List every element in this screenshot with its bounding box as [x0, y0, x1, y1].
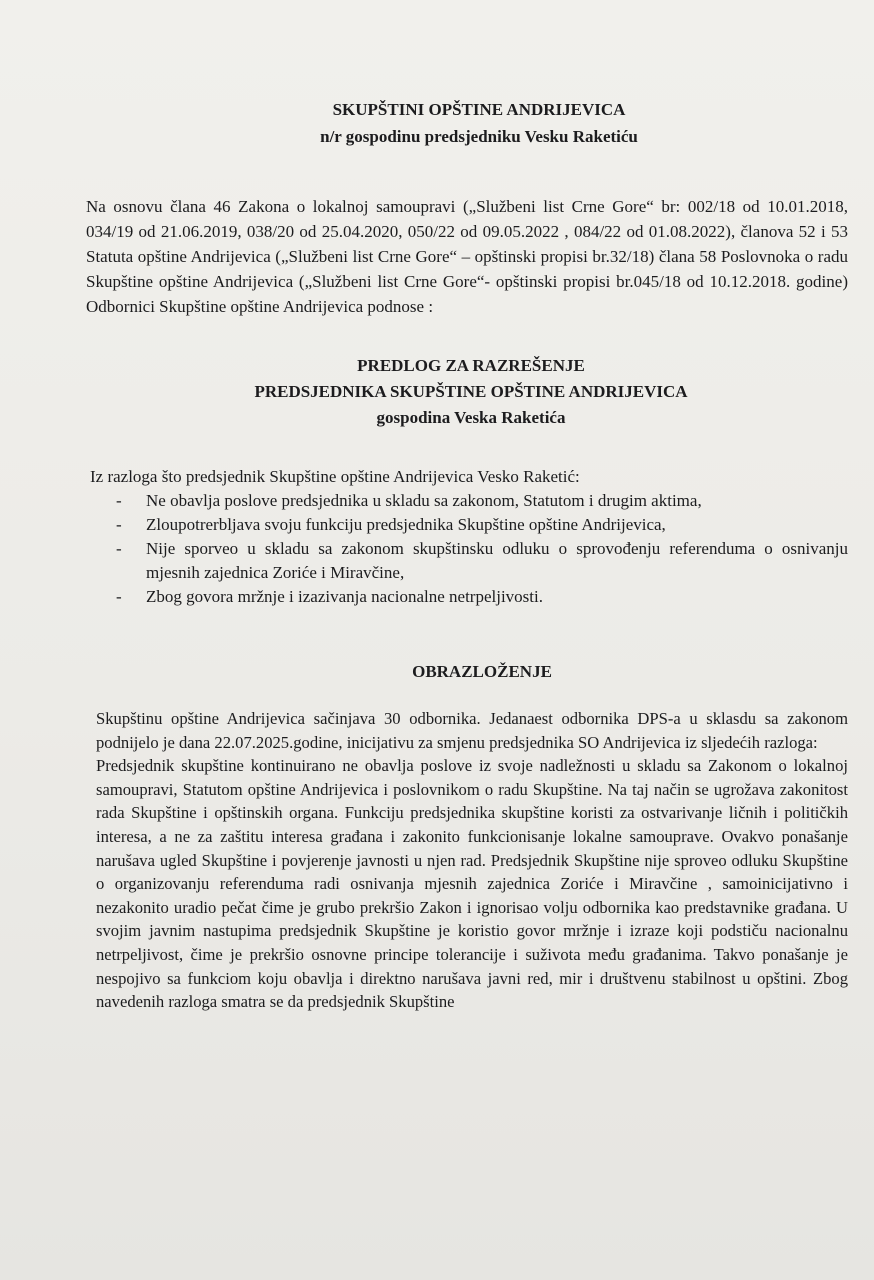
reason-item: - Nije sporveo u skladu sa zakonom skupštinsku odluku o sprovođenju referenduma o osnivanju mjesnih zajednica Zoriće i Miravčine, — [116, 537, 848, 585]
proposal-title — [94, 353, 848, 431]
explanation-paragraph-2: Predsjednik skupštine kontinuirano ne obavlja poslove iz svoje nadležnosti u skladu sa Zakonom o lokalnoj samoupravi, Statutom opštine Andrijevica i poslovnikom o radu Skupštine. Na taj način se ugrožava zakonitost rada Skupštine i opštinskih organa. Funkciju predsjednika skupštine koristi za ostvarivanje ličnih i političkih interesa, a ne za zaštitu interesa građana i zakonito funkcionisanje lokalne samouprave. Ovakvo ponašanje narušava ugled Skupštine i povjerenje javnosti u njen rad. Predsjednik Skupštine nije sproveo odluku Skupštine o organizovanju referenduma radi osnivanja mjesnih zajednica Zoriće i Miravčine , samoinicijativno i nezakonito uradio pečat čime je grubo prekršio Zakon i ignorisao volju odbornika kao predstavnike građana. U svojim javnim nastupima predsjednik Skupštine je koristio govor mržnje i izraze koji podstiču nacionalnu netrpeljivost, čime je prekršio osnovne principe tolerancije i suživota među građanima. Takvo ponašanje je nespojivo sa funkciom koju obavlja i direktno narušava javni red, mir i društvenu stabilnost u opštini. Zbog navedenih razloga smatra se da predsjednik Skupštine — [96, 756, 848, 1012]
proposal-title-line-3: gospodina Veska Raketića — [376, 408, 566, 427]
reasons-list — [86, 489, 848, 609]
reason-item: - Zbog govora mržnje i izazivanja nacionalne netrpeljivosti. — [116, 585, 848, 609]
reason-item: - Ne obavlja poslove predsjednika u skladu sa zakonom, Statutom i drugim aktima, — [116, 489, 848, 513]
reasons-intro: Iz razloga što predsjednik Skupštine opštine Andrijevica Vesko Raketić: — [90, 467, 580, 486]
proposal-title-line-2: PREDSJEDNIKA SKUPŠTINE OPŠTINE ANDRIJEVICA — [254, 382, 688, 401]
explanation-title: OBRAZLOŽENJE — [412, 662, 552, 681]
proposal-title-line-1: PREDLOG ZA RAZREŠENJE — [357, 356, 585, 375]
explanation-paragraph-1: Skupštinu opštine Andrijevica sačinjava 30 odbornika. Jedanaest odbornika DPS-a u sklasdu sa zakonom podnijelo je dana 22.07.2025.godine, inicijativu za smjenu predsjednika SO Andrijevica iz sljedećih razloga: — [96, 709, 848, 752]
explanation-body — [86, 707, 848, 1014]
addressee-person: n/r gospodinu predsjedniku Vesku Raketiću — [320, 127, 638, 146]
legal-basis-paragraph: Na osnovu člana 46 Zakona o lokalnoj samoupravi („Službeni list Crne Gore“ br: 002/18 od 10.01.2018, 034/19 od 21.06.2019, 038/20 od 25.04.2020, 050/22 od 09.05.2022 , 084/22 od 01.08.2022), članova 52 i 53 Statuta opštine Andrijevica („Službeni list Crne Gore“ – opštinski propisi br.32/18) člana 58 Poslovnoka o radu Skupštine opštine Andrijevica („Službeni list Crne Gore“- opštinski propisi br.045/18 od 10.12.2018. godine) Odbornici Skupštine opštine Andrijevica podnose : — [86, 197, 848, 316]
reason-item: - Zloupotrerbljava svoju funkciju predsjednika Skupštine opštine Andrijevica, — [116, 513, 848, 537]
addressee-institution: SKUPŠTINI OPŠTINE ANDRIJEVICA — [332, 100, 626, 119]
addressee-header — [110, 96, 848, 150]
